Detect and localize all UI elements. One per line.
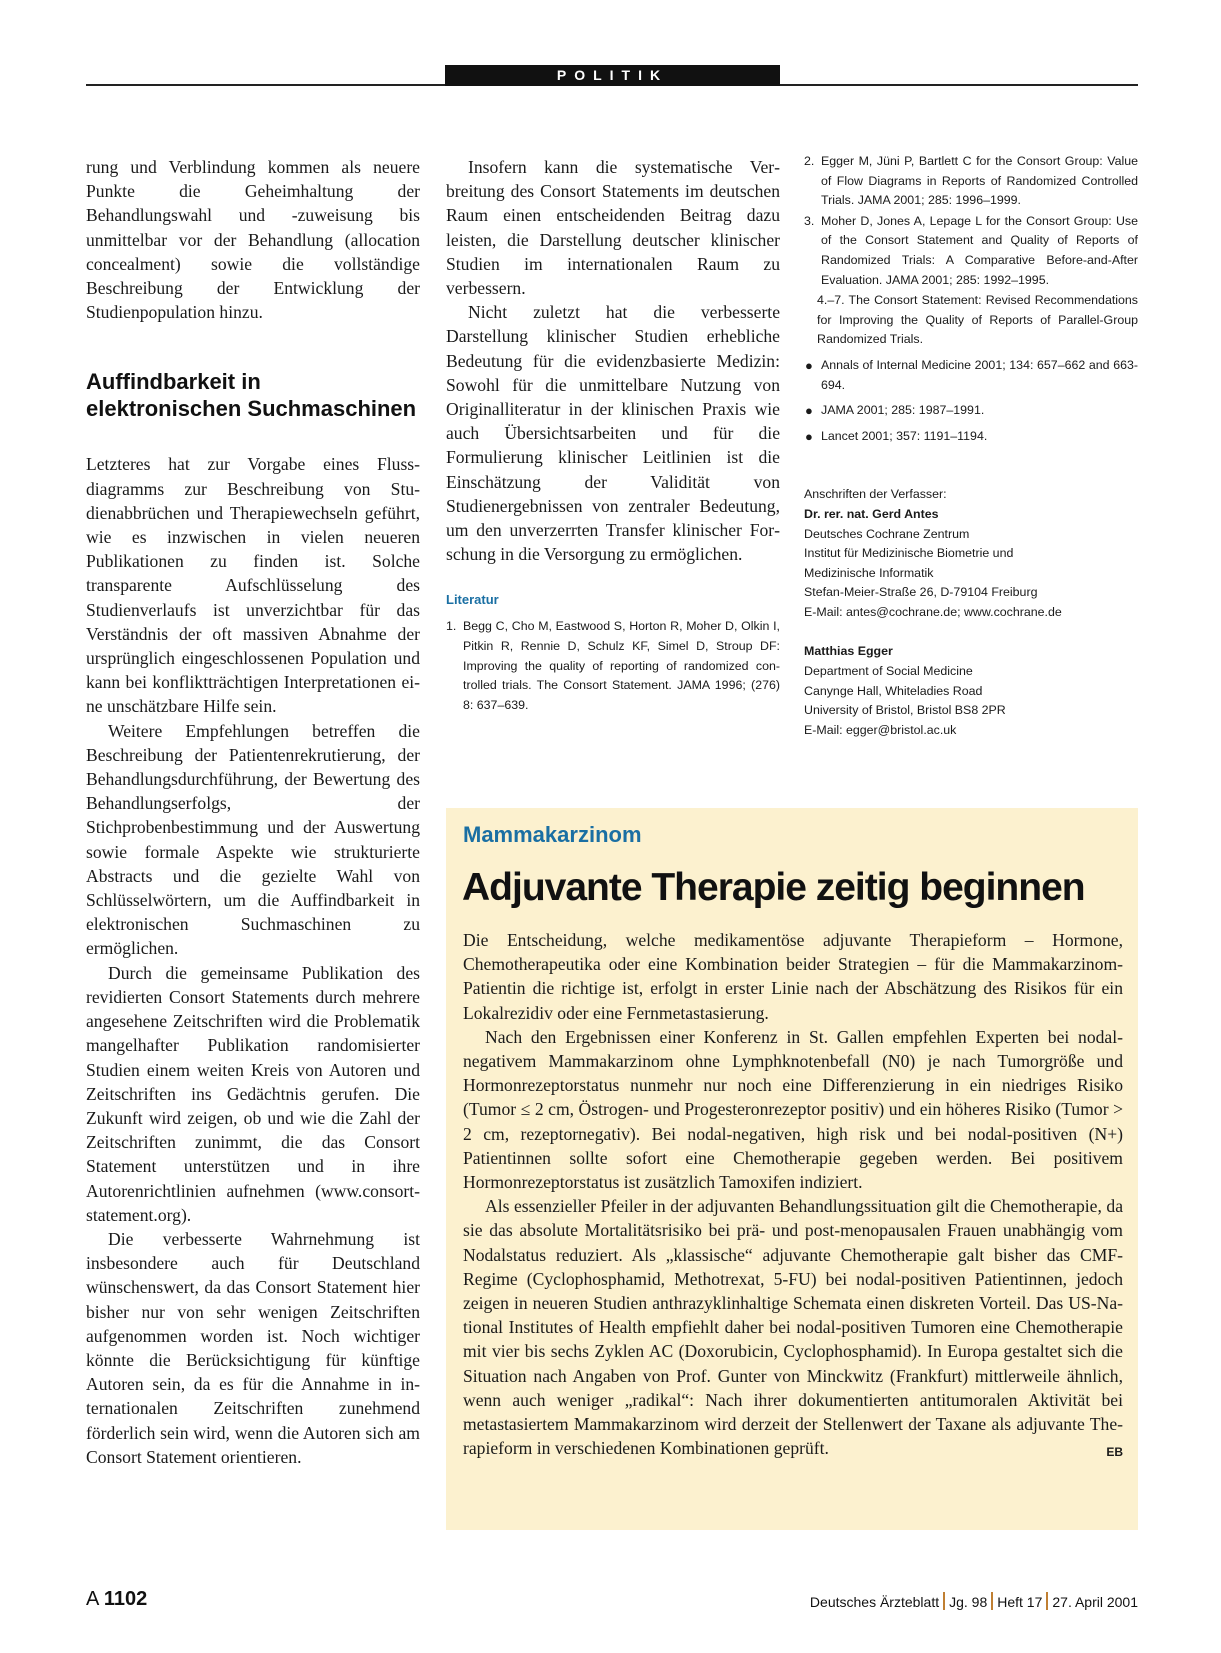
- box-title: Adjuvante Therapie zeitig beginnen: [462, 866, 1085, 909]
- address-intro: Anschriften der Verfasser:: [804, 487, 947, 502]
- paragraph: Weitere Empfehlungen betreffen die Beschreibung der Patientenrekrutierung, der Behandlungsdurchführung, der Bewertung des Behandlungserfolgs, der Stichprobenbestimmung und der Auswertung sowie formale Aspekte wie strukturierte Abstracts und die gezielte Wahl von Schlüsselwörtern, um die Auffindbarkeit in elektronischen Suchmaschinen zu ermöglichen.: [86, 720, 420, 959]
- box-body: [463, 928, 1123, 1464]
- page-prefix: A: [86, 1588, 99, 1610]
- paragraph: Insofern kann die systematische Verbreitung des Consort Statements im deutschen Raum einen entscheidenden Beitrag dazu leisten, die Darstellung deutscher klinischer Studien im internationalen Raum zu verbessern.: [446, 157, 780, 299]
- address-line: University of Bristol, Bristol BS8 2PR: [804, 703, 1006, 718]
- journal-date: 27. April 2001: [1052, 1594, 1138, 1610]
- column-2: [446, 155, 780, 716]
- reference-list: [804, 152, 1138, 446]
- reference-item: [804, 291, 1138, 350]
- paragraph: Durch die gemeinsame Publikation des revidierten Consort Statements durch mehrere angesehene Zeitschriften wird die Problematik mangelhafter Publikation randomisierter Studien einem weiten Kreis von Autoren und Zeitschriften ins Gedächtnis gerufen. Die Zukunft wird zeigen, ob und wie die Zahl der Zeitschriften zunimmt, die das Consort Statement unterstützen und in ihre Autorenrichtlinien aufnehmen (www.consort-statement.org).: [86, 962, 420, 1225]
- page-number-value: 1102: [103, 1588, 148, 1610]
- separator: [943, 1592, 945, 1610]
- paragraph-text: Als essenzieller Pfeiler in der adjuvanten Behandlungssituation gilt die Chemotherapie, da sie das absolute Mortalitätsrisiko bei prä- und post-menopausalen Frauen unabhängig vom Nodalstatus reduziert. Als „klassische“ adjuvante Chemotherapie galt bisher das CMF-Regime (Cyclophosphamid, Methotrexat, 5-FU) bei nodal-positiven Patientinnen, jedoch zeigen in neueren Studien anthrazyklinhaltige Schemata einen diskreten Vorteil. Das US-National Institutes of Health empfiehlt daher bei nodal-positiven Tumoren eine Chemotherapie mit vier bis sechs Zyklen AC (Doxorubicin, Cyclophosphamid). In Europa gestaltet sich die Situation nach Angaben von Prof. Gunter von Minckwitz (Frankfurt) mittlerweile ähnlich, wenn auch weniger „radikal“: Nach ihrer dokumentierten antitumoralen Aktivität bei metastasiertem Mammakarzinom wird derzeit der Stellenwert der Taxane als adjuvante Therapieform in verschiedenen Kombinationen geprüft.: [463, 1196, 1123, 1459]
- journal-volume: Jg. 98: [949, 1594, 988, 1610]
- literature-heading: Literatur: [446, 592, 499, 608]
- paragraph: [463, 1194, 1123, 1460]
- address-line: Deutsches Cochrane Zentrum: [804, 526, 970, 541]
- paragraph: rung und Verblindung kommen als neuere Punkte die Geheimhaltung der Behandlungswahl und -zuweisung bis unmittelbar vor der Behandlung (allocation concealment) sowie die vollständige Beschreibung der Entwicklung der Studienpopulation hinzu.: [86, 157, 420, 323]
- reference-text: Egger M, Jüni P, Bartlett C for the Consort Group: Value of Flow Diagrams in Reports of Randomized Controlled Trials. JAMA 2001; 285: 1996–1999.: [821, 154, 1138, 208]
- author-signature: EB: [1106, 1445, 1123, 1460]
- reference-number: 1.: [446, 619, 457, 634]
- paragraph: Letzteres hat zur Vorgabe eines Flussdiagramms zur Beschreibung von Studienabbrüchen und Therapiewechseln geführt, wie es inzwischen in vielen neueren Publikationen zu finden ist. Solche transparente Aufschlüsselung des Studienverlaufs ist unverzichtbar für das Verständnis der oft massiven Abnahme der ursprünglich eingeschlossenen Population und kann bei konfliktträchtigen Interpretationen eine unschätzbare Hilfe sein.: [86, 454, 420, 717]
- separator: [1046, 1592, 1048, 1610]
- separator: [991, 1592, 993, 1610]
- address-line: Stefan-Meier-Straße 26, D-79104 Freiburg: [804, 585, 1038, 600]
- bullet-icon: ●: [805, 357, 813, 373]
- author-name: Dr. rer. nat. Gerd Antes: [804, 506, 939, 521]
- reference-list: [446, 617, 780, 715]
- subheading-line: Auffindbarkeit in: [86, 369, 261, 395]
- journal-name: Deutsches Ärzteblatt: [809, 1594, 940, 1610]
- paragraph: Nicht zuletzt hat die verbesserte Darstellung klinischer Studien erhebliche Bedeutung für die evidenzbasierte Medizin: Sowohl für die unmittelbare Nutzung von Originalliteratur in der klinischen Praxis wie auch Übersichtsarbeiten und für die Formulierung klinischer Leitlinien ist die Einschätzung der Validität von Studienergebnissen von zentraler Bedeutung, um den unverzerrten Transfer klinischer Forschung in die Versorgung zu ermöglichen.: [446, 302, 780, 565]
- subheading: [86, 368, 420, 422]
- paragraph: Die verbesserte Wahrnehmung ist insbesondere auch für Deutschland wünschenswert, da das Consort Statement hier bisher nur von sehr wenigen Zeitschriften aufgenommen worden ist. Noch wichtiger könnte die Berücksichtigung für künftige Autoren sein, da es für die Annahme in internationalen Zeitschriften zunehmend förderlich sein wird, wenn die Autoren sich am Consort Statement orientieren.: [86, 1228, 420, 1467]
- column-1: [86, 155, 420, 1469]
- reference-number: 4.–7.: [817, 293, 845, 308]
- reference-text: The Consort Statement: Revised Recommendations for Improving the Quality of Reports of Parallel-Group Randomized Trials.: [817, 293, 1139, 347]
- reference-item: [804, 212, 1138, 290]
- reference-text: Lancet 2001; 357: 1191–1194.: [821, 428, 988, 443]
- bullet-icon: ●: [805, 428, 813, 444]
- paragraph: Die Entscheidung, welche medikamentöse adjuvante Therapieform – Hormone, Chemotherapeutika oder eine Kombination beider Strategien – für die Mammakarzinom-Patientin die richtige ist, erfolgt in erster Linie nach der Abschätzung des Risikos für ein Lokalrezidiv oder eine Fernmetastasierung.: [463, 930, 1123, 1023]
- address-line: Institut für Medizinische Biometrie und: [804, 546, 1014, 561]
- reference-item: [804, 152, 1138, 211]
- page-number: [86, 1588, 147, 1611]
- journal-info: [810, 1592, 1138, 1610]
- bullet-icon: ●: [805, 403, 813, 419]
- reference-text: Annals of Internal Medicine 2001; 134: 657–662 and 663-694.: [821, 357, 1138, 392]
- box-kicker: Mammakarzinom: [463, 822, 642, 847]
- reference-number: 3.: [804, 213, 815, 228]
- reference-number: 2.: [804, 154, 815, 168]
- column-3: [804, 152, 1138, 740]
- address-line: E-Mail: egger@bristol.ac.uk: [804, 722, 957, 737]
- address-line: Department of Social Medicine: [804, 664, 973, 679]
- author-name: Matthias Egger: [804, 644, 893, 659]
- paragraph: Nach den Ergebnissen einer Konferenz in St. Gallen empfehlen Experten bei nodal-negativem Mammakarzinom ohne Lymphknotenbefall (N0) je nach Tumorgröße und Hormonrezeptorstatus nunmehr nur noch eine Differenzierung in ein niedriges Risiko (Tumor ≤ 2 cm, Östrogen- und Progesteronrezeptor positiv) und ein höheres Risiko (Tumor > 2 cm, rezeptornegativ). Bei nodal-negativen, high risk und bei nodal-positiven (N+) Patientinnen sollte sofort eine Chemotherapie gegeben werden. Bei positivem Hormonrezeptorstatus ist zusätzlich Tamoxifen indiziert.: [463, 1026, 1123, 1193]
- reference-bullet: [804, 401, 1138, 421]
- reference-text: Moher D, Jones A, Lepage L for the Consort Group: Use of the Consort Statement and Quality of Reports of Randomized Trials: A Comparative Before-and-After Evaluation. JAMA 2001; 285: 1992–1995.: [821, 213, 1138, 287]
- address-line: Canynge Hall, Whiteladies Road: [804, 683, 983, 698]
- reference-text: JAMA 2001; 285: 1987–1991.: [821, 403, 985, 418]
- reference-text: Begg C, Cho M, Eastwood S, Horton R, Moher D, Olkin I, Pitkin R, Rennie D, Schulz KF, Simel D, Stroup DF: Improving the quality of reporting of randomized controlled trials. The Consort Statement. JAMA 1996; (276) 8: 637–639.: [463, 619, 780, 712]
- subheading-line: elektronischen Suchmaschinen: [86, 396, 417, 422]
- address-line: Medizinische Informatik: [804, 565, 934, 580]
- address-line: E-Mail: antes@cochrane.de; www.cochrane.de: [804, 604, 1062, 619]
- reference-item: [446, 617, 780, 715]
- author-addresses: [804, 485, 1138, 740]
- reference-bullet: [804, 356, 1138, 395]
- reference-bullet: [804, 427, 1138, 447]
- section-label: POLITIK: [445, 65, 780, 86]
- journal-issue: Heft 17: [997, 1594, 1043, 1610]
